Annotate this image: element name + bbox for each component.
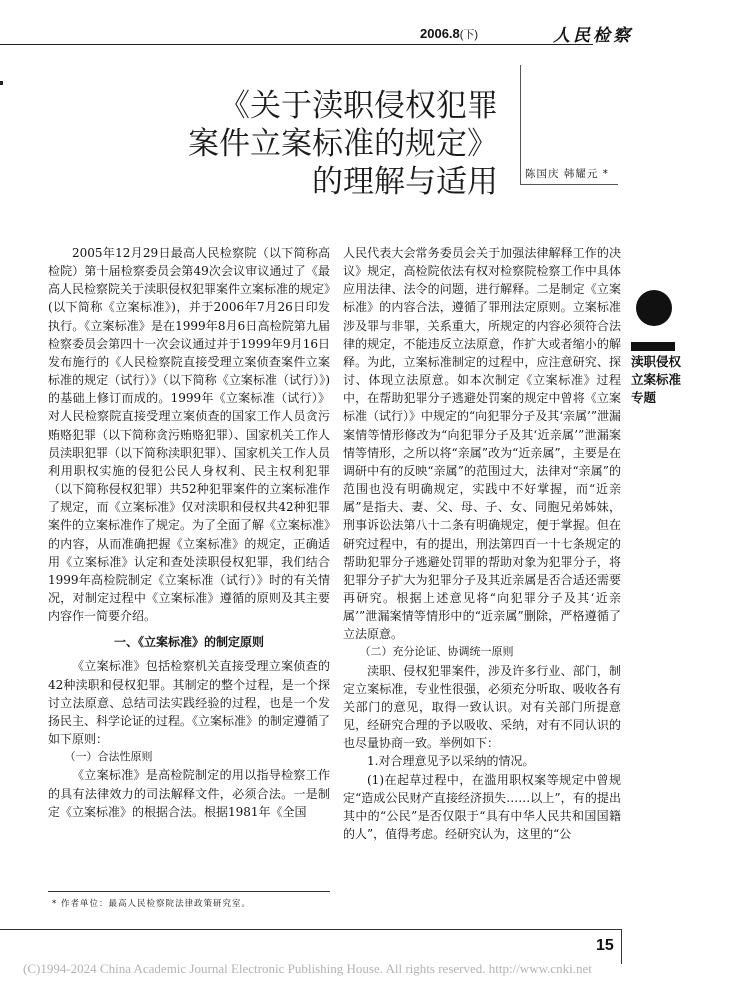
paragraph: 渎职、侵权犯罪案件，涉及许多行业、部门，制定立案标准，专业性很强，必须充分听取、吸收各有关部门的意见，取得一致认识。对有关部门所提意见，经研究合理的予以吸收、采纳，对有不同认识的也尽量协商一致。举例如下： — [343, 663, 621, 751]
topic-label-line: 渎职侵权 — [631, 354, 682, 369]
paragraph: 2005年12月29日最高人民检察院（以下简称高检院）第十届检察委员会第49次会议审议通过了《最高人民检察院关于渎职侵权犯罪案件立案标准的规定》(以下简称《立案标准》)，并于2006年7月26日印发执行。《立案标准》是在1999年8月6日高检院第九届检察委员会第四十一次会议通过并于1999年9月16日发布施行的《人民检察院直接受理立案侦查案件立案标准的规定（试行）》（以下简称《立案标准（试行）》)的基础上修订而成的。1999年《立案标准（试行）》对人民检察院直接受理立案侦查的国家工作人员贪污贿赂犯罪（以下简称贪污贿赂犯罪）、国家机关工作人员渎职犯罪（以下简称渎职犯罪）、国家机关工作人员利用职权实施的侵犯公民人身权利、民主权利犯罪（以下简称侵权犯罪）共52种犯罪案件的立案标准作了规定，而《立案标准》仅对渎职和侵权共42种犯罪案件的立案标准作了规定。为了全面了解《立案标准》的内容，从而准确把握《立案标准》的规定，正确适用《立案标准》认定和查处渎职侵权犯罪，我们结合1999年高检院制定《立案标准（试行）》时的有关情况，对制定过程中《立案标准》遵循的原则及其主要内容作一简要介绍。 — [48, 246, 331, 624]
topic-label-line: 立案标准 — [631, 372, 682, 387]
section-marker-icon — [636, 290, 672, 326]
paragraph: 人民代表大会常务委员会关于加强法律解释工作的决议》规定，高检院依法有权对检察院检察工作中具体应用法律、法令的问题，进行解释。二是制定《立案标准》的内容合法，遵循了罪刑法定原则。立案标准涉及罪与非罪，关系重大，所规定的内容必须符合法律的规定，不能违反立法原意，作扩大或者缩小的解释。为此，立案标准制定的过程中，应注意研究、探讨、体现立法原意。如本次制定《立案标准》过程中，在帮助犯罪分子逃避处罚案的规定中曾将《立案标准（试行）》中规定的“向犯罪分子及其‘亲属’”泄漏案情等情形修改为“向犯罪分子及其‘近亲属’”泄漏案情等情形，之所以将“亲属”改为“近亲属”，主要是在调研中有的反映“亲属”的范围过大，法律对“亲属”的范围也没有明确规定，实践中不好掌握，而“近亲属”是指夫、妻、父、母、子、女、同胞兄弟姊妹，刑事诉讼法第八十二条有明确规定，便于掌握。但在研究过程中，有的提出，刑法第四百一十七条规定的帮助犯罪分子逃避处罚罪的帮助对象为犯罪分子，将犯罪分子扩大为犯罪分子及其近亲属是否合适还需要再研究。根据上述意见将“向犯罪分子及其‘近亲属’”泄漏案情等情形中的“近亲属”删除，严格遵循了立法原意。 — [343, 246, 621, 642]
authors: 陈国庆 韩耀元 * — [525, 168, 609, 180]
topic-label — [631, 353, 691, 407]
section-marker-bar — [631, 342, 675, 351]
issue-number: 2006.8 — [420, 26, 460, 41]
journal-name: 人民检察 — [553, 26, 633, 46]
page-number: 15 — [596, 937, 614, 954]
subsection-heading: （一）合法性原则 — [64, 750, 153, 764]
paragraph: 《立案标准》是高检院制定的用以指导检察工作的具有法律效力的司法解释文件，必须合法。一是制定《立案标准》的根据合法。根据1981年《全国 — [48, 768, 330, 819]
copyright-notice: (C)1994-2024 China Academic Journal Electronic Publishing House. All rights reserved. http://www.cnki.net — [23, 961, 592, 976]
footer-rule — [0, 929, 622, 930]
title-line: 案件立案标准的规定》 — [188, 126, 498, 162]
page-number-divider — [621, 929, 622, 964]
issue-half: (下) — [459, 29, 479, 41]
topic-label-line: 专题 — [631, 390, 657, 405]
footnote-rule — [48, 891, 330, 892]
body-column-left — [48, 244, 330, 821]
header-rule — [0, 44, 593, 45]
article-title — [188, 87, 498, 201]
body-column-right — [343, 244, 621, 843]
issue-label — [420, 26, 478, 42]
title-line: 的理解与适用 — [312, 164, 498, 200]
margin-mark — [0, 81, 3, 85]
title-line: 《关于渎职侵权犯罪 — [219, 88, 498, 124]
paragraph: (1)在起草过程中，在滥用职权案等规定中曾规定“造成公民财产直接经济损失……以上”，有的提出其中的“公民”是否仅限于“具有中华人民共和国国籍的人”，值得考虑。经研究认为，这里的“公 — [343, 772, 621, 841]
paragraph: 1.对合理意见予以采纳的情况。 — [367, 754, 535, 769]
paragraph: 《立案标准》包括检察机关直接受理立案侦查的42种渎职和侵权犯罪。其制定的整个过程，是一个探讨立法原意、总结司法实践经验的过程，也是一个发扬民主、科学论证的过程。《立案标准》的制定遵循了如下原则： — [48, 659, 331, 747]
section-heading: 一、《立案标准》的制定原则 — [113, 635, 264, 650]
subsection-heading: （二）充分论证、协调统一原则 — [359, 645, 514, 659]
footnote: * 作者单位：最高人民检察院法律政策研究室。 — [52, 899, 251, 909]
